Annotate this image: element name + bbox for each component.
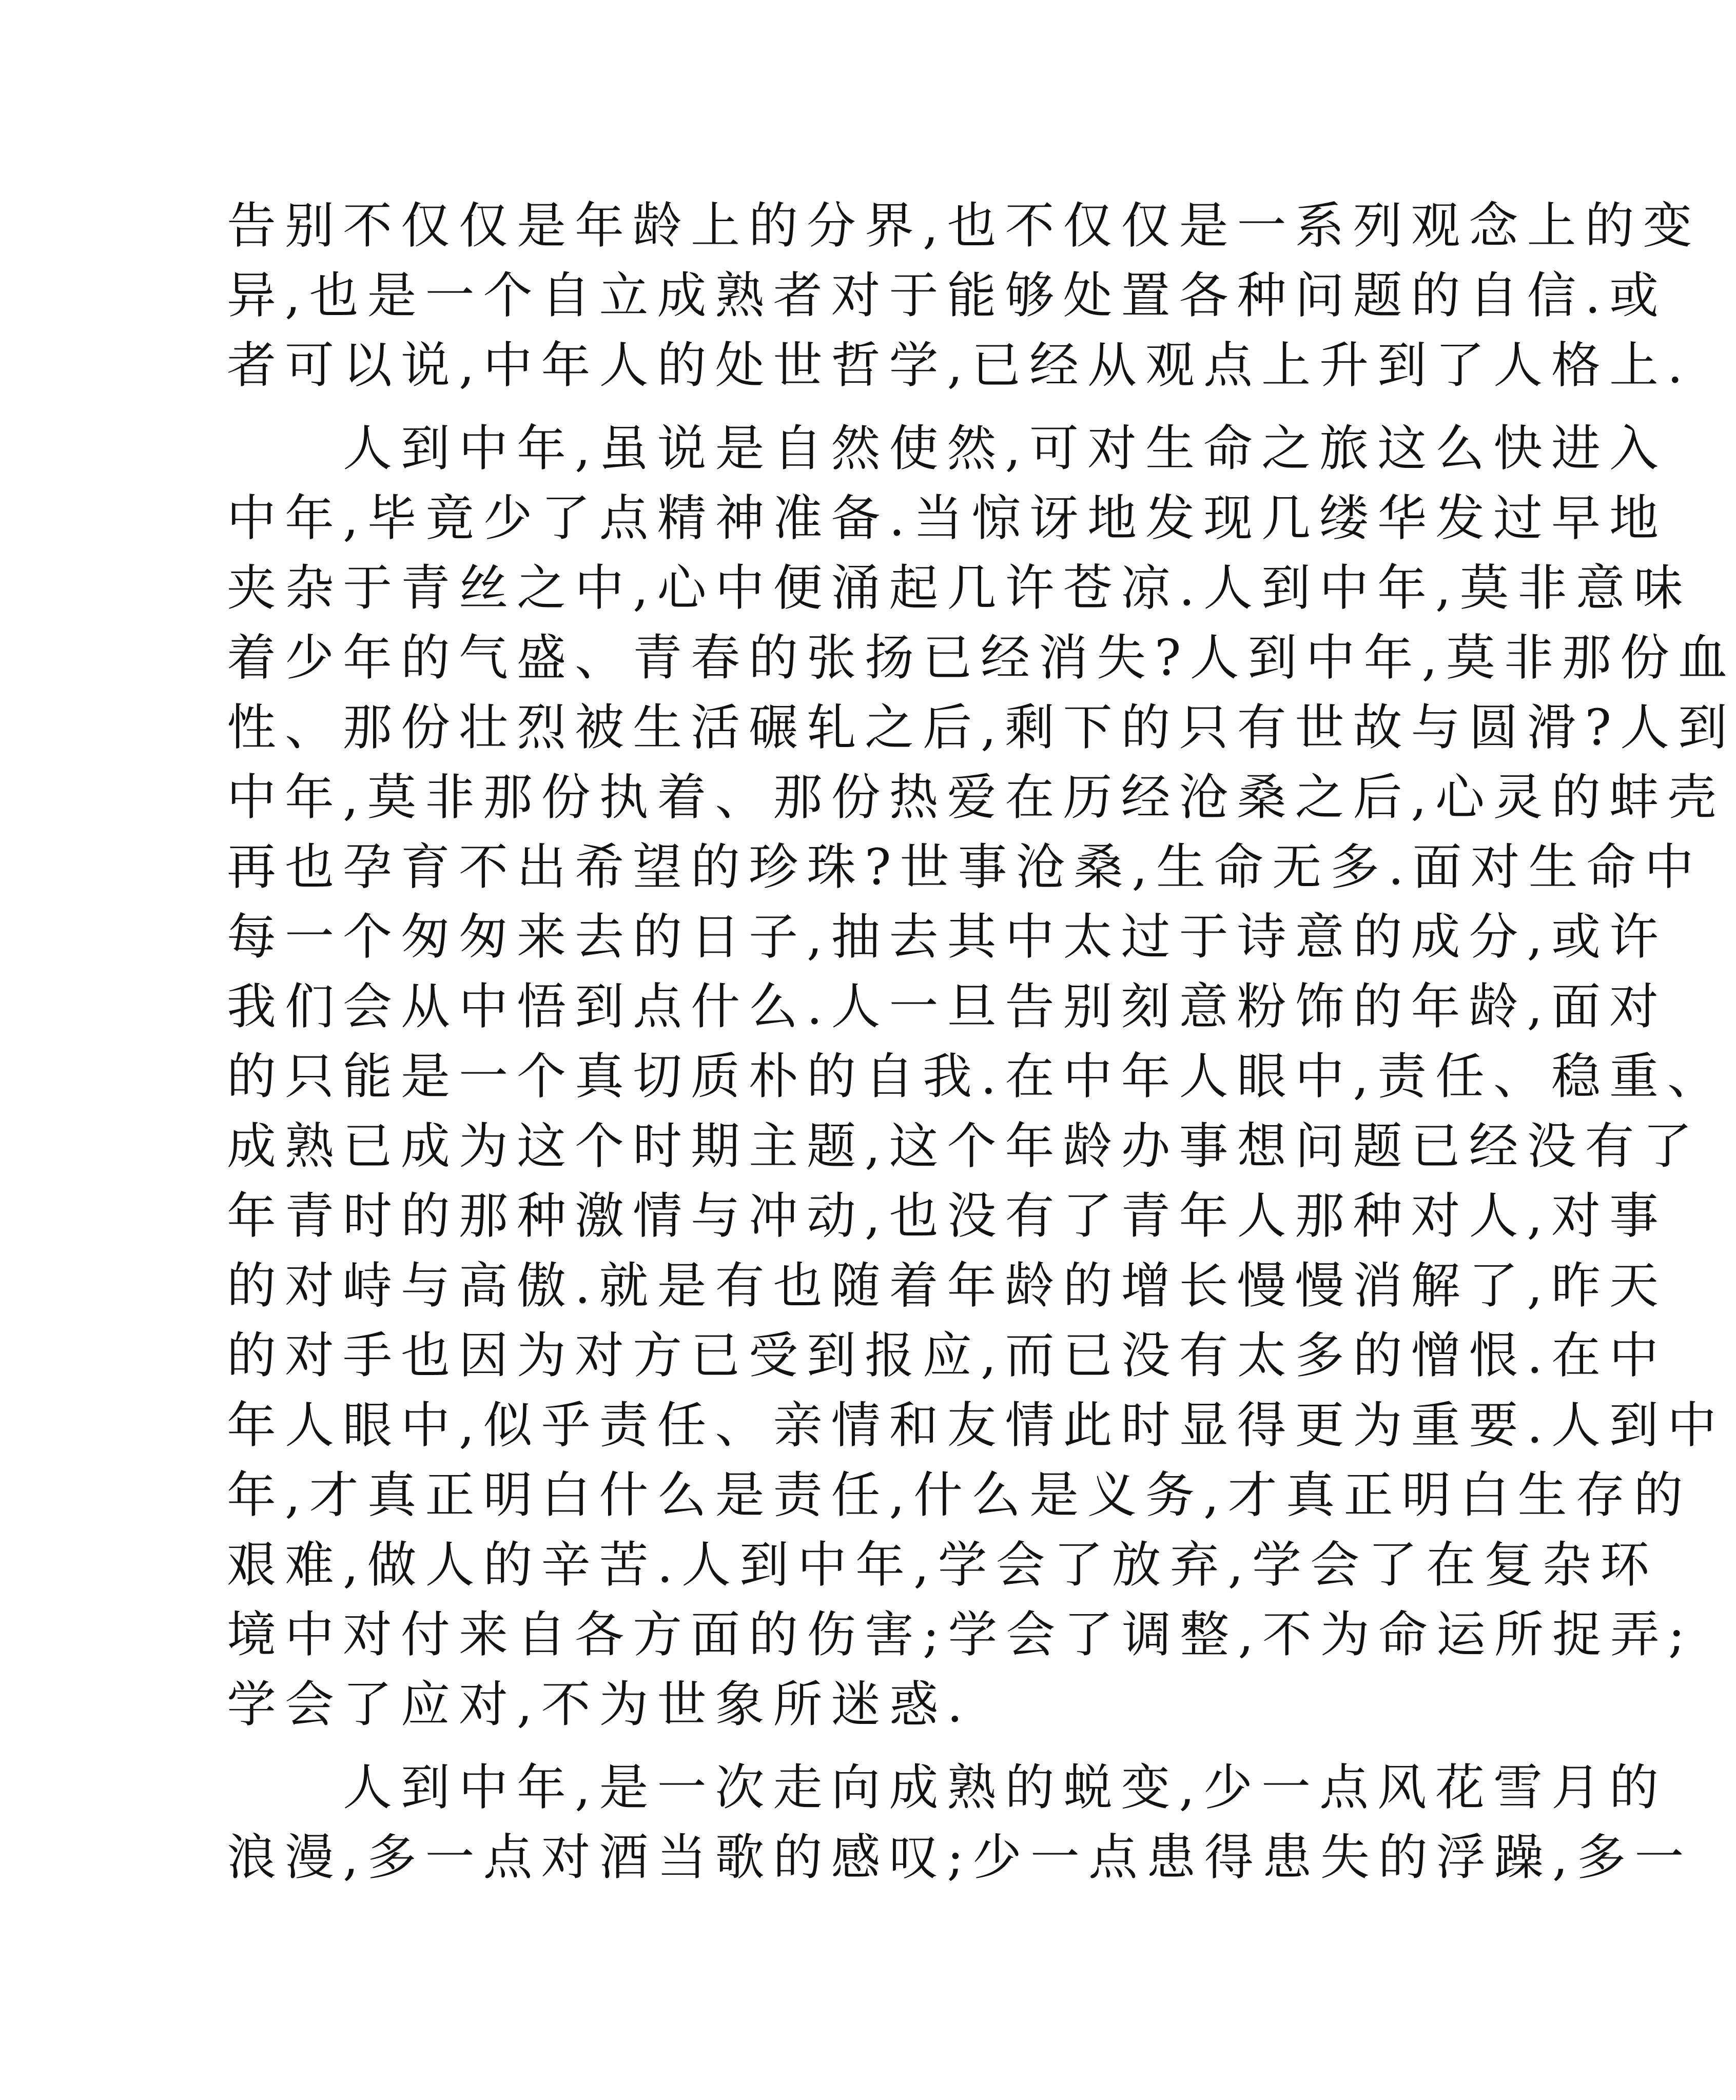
text-line: 再也孕育不出希望的珍珠?世事沧桑,生命无多.面对生命中 <box>227 838 1703 896</box>
text-line: 的对峙与高傲.就是有也随着年龄的增长慢慢消解了,昨天 <box>227 1257 1668 1314</box>
text-line: 学会了应对,不为世象所迷惑. <box>227 1676 972 1733</box>
text-line: 艰难,做人的辛苦.人到中年,学会了放弃,学会了在复杂环 <box>227 1536 1659 1594</box>
text-line: 告别不仅仅是年龄上的分界,也不仅仅是一系列观念上的变 <box>227 197 1701 254</box>
text-line: 中年,莫非那份执着、那份热爱在历经沧桑之后,心灵的蚌壳 <box>227 769 1726 826</box>
text-line: 境中对付来自各方面的伤害;学会了调整,不为命运所捉弄; <box>227 1606 1694 1663</box>
paragraph-1 <box>227 191 1701 400</box>
paragraph-3 <box>227 1753 1693 1892</box>
text-line: 者可以说,中年人的处世哲学,已经从观点上升到了人格上. <box>227 337 1692 394</box>
text-line: 年人眼中,似乎责任、亲情和友情此时显得更为重要.人到中 <box>227 1397 1726 1454</box>
text-line: 人到中年,虽说是自然使然,可对生命之旅这么快进入 <box>227 420 1668 477</box>
text-line: 我们会从中悟到点什么.人一旦告别刻意粉饰的年龄,面对 <box>227 978 1668 1035</box>
text-line: 中年,毕竟少了点精神准备.当惊讶地发现几缕华发过早地 <box>227 489 1668 547</box>
text-line: 的只能是一个真切质朴的自我.在中年人眼中,责任、稳重、 <box>227 1048 1726 1105</box>
text-line: 异,也是一个自立成熟者对于能够处置各种问题的自信.或 <box>227 267 1668 324</box>
text-line: 年青时的那种激情与冲动,也没有了青年人那种对人,对事 <box>227 1187 1668 1245</box>
text-line: 性、那份壮烈被生活碾轧之后,剩下的只有世故与圆滑?人到 <box>227 699 1736 756</box>
text-line: 成熟已成为这个时期主题,这个年龄办事想问题已经没有了 <box>227 1117 1701 1175</box>
text-line: 浪漫,多一点对酒当歌的感叹;少一点患得患失的浮躁,多一 <box>227 1829 1693 1886</box>
text-line: 人到中年,是一次走向成熟的蜕变,少一点风花雪月的 <box>227 1759 1668 1816</box>
text-line: 年,才真正明白什么是责任,什么是义务,才真正明白生存的 <box>227 1466 1692 1524</box>
text-line: 每一个匆匆来去的日子,抽去其中太过于诗意的成分,或许 <box>227 908 1668 966</box>
text-line: 的对手也因为对方已受到报应,而已没有太多的憎恨.在中 <box>227 1327 1668 1384</box>
text-line: 着少年的气盛、青春的张扬已经消失?人到中年,莫非那份血 <box>227 629 1736 686</box>
text-line: 夹杂于青丝之中,心中便涌起几许苍凉.人到中年,莫非意味 <box>227 559 1692 617</box>
body-text <box>227 191 1736 1892</box>
paragraph-2 <box>227 414 1736 1739</box>
